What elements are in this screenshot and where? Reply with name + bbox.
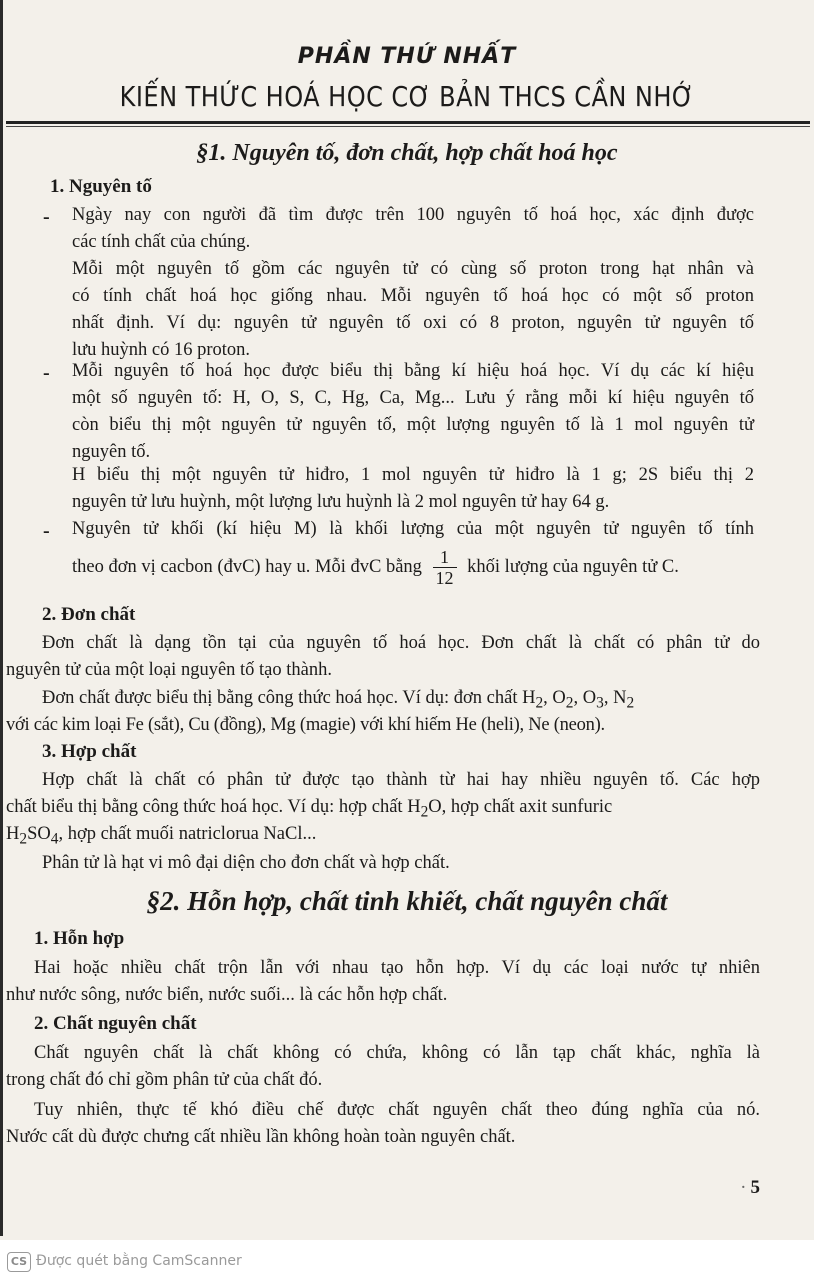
page-left-edge [0, 0, 3, 1236]
text: , hợp chất muối natriclorua NaCl... [58, 824, 317, 844]
text: SO [27, 824, 51, 844]
page-number [740, 1177, 760, 1199]
subheading-hop-chat: 3. Hợp chất [42, 741, 137, 762]
paragraph-b2-line4: nguyên tố. [72, 442, 151, 462]
camscanner-logo-icon: CS [7, 1252, 31, 1272]
paragraph-b1-line1: Ngày nay con người đã tìm được trên 100 nguyên tố hoá học, xác định được [72, 205, 754, 225]
text: Đơn chất được biểu thị bằng công thức hoá học. Ví dụ: đơn chất H [42, 688, 536, 708]
paragraph-nguyen-chat-1-line1: Chất nguyên chất là chất không có chứa, không có lẫn tạp chất khác, nghĩa là [34, 1043, 760, 1063]
scanner-watermark [0, 1240, 814, 1280]
watermark-text: Được quét bằng CamScanner [36, 1253, 242, 1269]
paragraph-hon-hop-line2: như nước sông, nước biển, nước suối... là các hỗn hợp chất. [6, 985, 448, 1005]
text: , N [603, 688, 627, 708]
subheading-nguyen-to: 1. Nguyên tố [50, 176, 152, 197]
subscript: 4 [50, 830, 59, 848]
bullet-marker: - [43, 520, 50, 542]
fraction-denominator: 12 [435, 568, 454, 589]
fraction-one-twelfth [433, 547, 457, 588]
subscript: 2 [420, 803, 429, 821]
paragraph-b1p2-line4: lưu huỳnh có 16 proton. [72, 340, 251, 360]
page-number-dot: · [740, 1177, 747, 1198]
page-number-value: 5 [750, 1177, 760, 1198]
text: O, hợp chất axit sunfuric [428, 797, 613, 817]
paragraph-b2-line1: Mỗi nguyên tố hoá học được biểu thị bằng kí hiệu hoá học. Ví dụ các kí hiệu [72, 361, 754, 381]
section-2-title: §2. Hỗn hợp, chất tinh khiết, chất nguyên chất [146, 886, 668, 916]
subscript: 2 [19, 830, 28, 848]
text: chất biểu thị bằng công thức hoá học. Ví dụ: hợp chất H [6, 797, 421, 817]
paragraph-b1p2-line1: Mỗi một nguyên tố gồm các nguyên tử có cùng số proton trong hạt nhân và [72, 259, 754, 279]
text: , O [543, 688, 566, 708]
subscript: 3 [596, 694, 604, 712]
paragraph-nguyen-chat-2-line2: Nước cất dù được chưng cất nhiều lần không hoàn toàn nguyên chất. [6, 1127, 516, 1147]
paragraph-phan-tu: Phân tử là hạt vi mô đại diện cho đơn chất và hợp chất. [42, 853, 450, 873]
title-rule-thin [6, 126, 810, 127]
title-rule [6, 121, 810, 124]
bullet-marker: - [43, 362, 50, 384]
paragraph-don-chat-2-line2: với các kim loại Fe (sắt), Cu (đồng), Mg (magie) với khí hiếm He (heli), Ne (neon). [6, 715, 605, 735]
paragraph-don-chat-1-line1: Đơn chất là dạng tồn tại của nguyên tố hoá học. Đơn chất là chất có phân tử do [42, 633, 760, 653]
paragraph-b3-line2 [72, 542, 679, 592]
part-label: PHẦN THỨ NHẤT [297, 44, 517, 69]
paragraph-b1p2-line2: có tính chất hoá học giống nhau. Mỗi nguyên tố hoá học có một số proton [72, 286, 754, 306]
subscript: 2 [535, 694, 544, 712]
paragraph-nguyen-chat-2-line1: Tuy nhiên, thực tế khó điều chế được chất nguyên chất theo đúng nghĩa của nó. [34, 1100, 760, 1120]
b3-text-before: theo đơn vị cacbon (đvC) hay u. Mỗi đvC bằng [72, 557, 422, 577]
subheading-don-chat: 2. Đơn chất [42, 604, 136, 625]
subscript: 2 [626, 694, 635, 712]
paragraph-hop-chat-line3 [6, 821, 316, 853]
fraction-numerator: 1 [433, 547, 457, 568]
text: , O [573, 688, 597, 708]
paragraph-b1-line2: các tính chất của chúng. [72, 232, 251, 252]
paragraph-don-chat-1-line2: nguyên tử của một loại nguyên tố tạo thành. [6, 660, 332, 680]
paragraph-b2p2-line2: nguyên tử lưu huỳnh, một lượng lưu huỳnh là 2 mol nguyên tử hay 64 g. [72, 492, 610, 512]
paragraph-b3-line1: Nguyên tử khối (kí hiệu M) là khối lượng của một nguyên tử nguyên tố tính [72, 519, 754, 539]
paragraph-nguyen-chat-1-line2: trong chất đó chỉ gồm phân tử của chất đó. [6, 1070, 323, 1090]
subheading-chat-nguyen-chat: 2. Chất nguyên chất [34, 1013, 197, 1034]
main-title: KIẾN THỨC HOÁ HỌC CƠ BẢN THCS CẦN NHỚ [119, 80, 695, 113]
paragraph-hop-chat-line1: Hợp chất là chất có phân tử được tạo thành từ hai hay nhiều nguyên tố. Các hợp [42, 770, 760, 790]
paragraph-b1p2-line3: nhất định. Ví dụ: nguyên tử nguyên tố oxi có 8 proton, nguyên tử nguyên tố [72, 313, 754, 333]
paragraph-b2-line3: còn biểu thị một nguyên tử nguyên tố, một lượng nguyên tố là 1 mol nguyên tử [72, 415, 754, 435]
text: H [6, 824, 20, 844]
subheading-hon-hop: 1. Hỗn hợp [34, 928, 125, 949]
b3-text-after: khối lượng của nguyên tử C. [467, 557, 679, 577]
paragraph-b2p2-line1: H biểu thị một nguyên tử hiđro, 1 mol nguyên tử hiđro là 1 g; 2S biểu thị 2 [72, 465, 754, 485]
subscript: 2 [565, 694, 574, 712]
paragraph-hon-hop-line1: Hai hoặc nhiều chất trộn lẫn với nhau tạo hỗn hợp. Ví dụ các loại nước tự nhiên [34, 958, 760, 978]
section-1-title: §1. Nguyên tố, đơn chất, hợp chất hoá học [196, 140, 618, 166]
bullet-marker: - [43, 206, 50, 228]
paragraph-b2-line2: một số nguyên tố: H, O, S, C, Hg, Ca, Mg... Lưu ý rằng mỗi kí hiệu nguyên tố [72, 388, 754, 408]
